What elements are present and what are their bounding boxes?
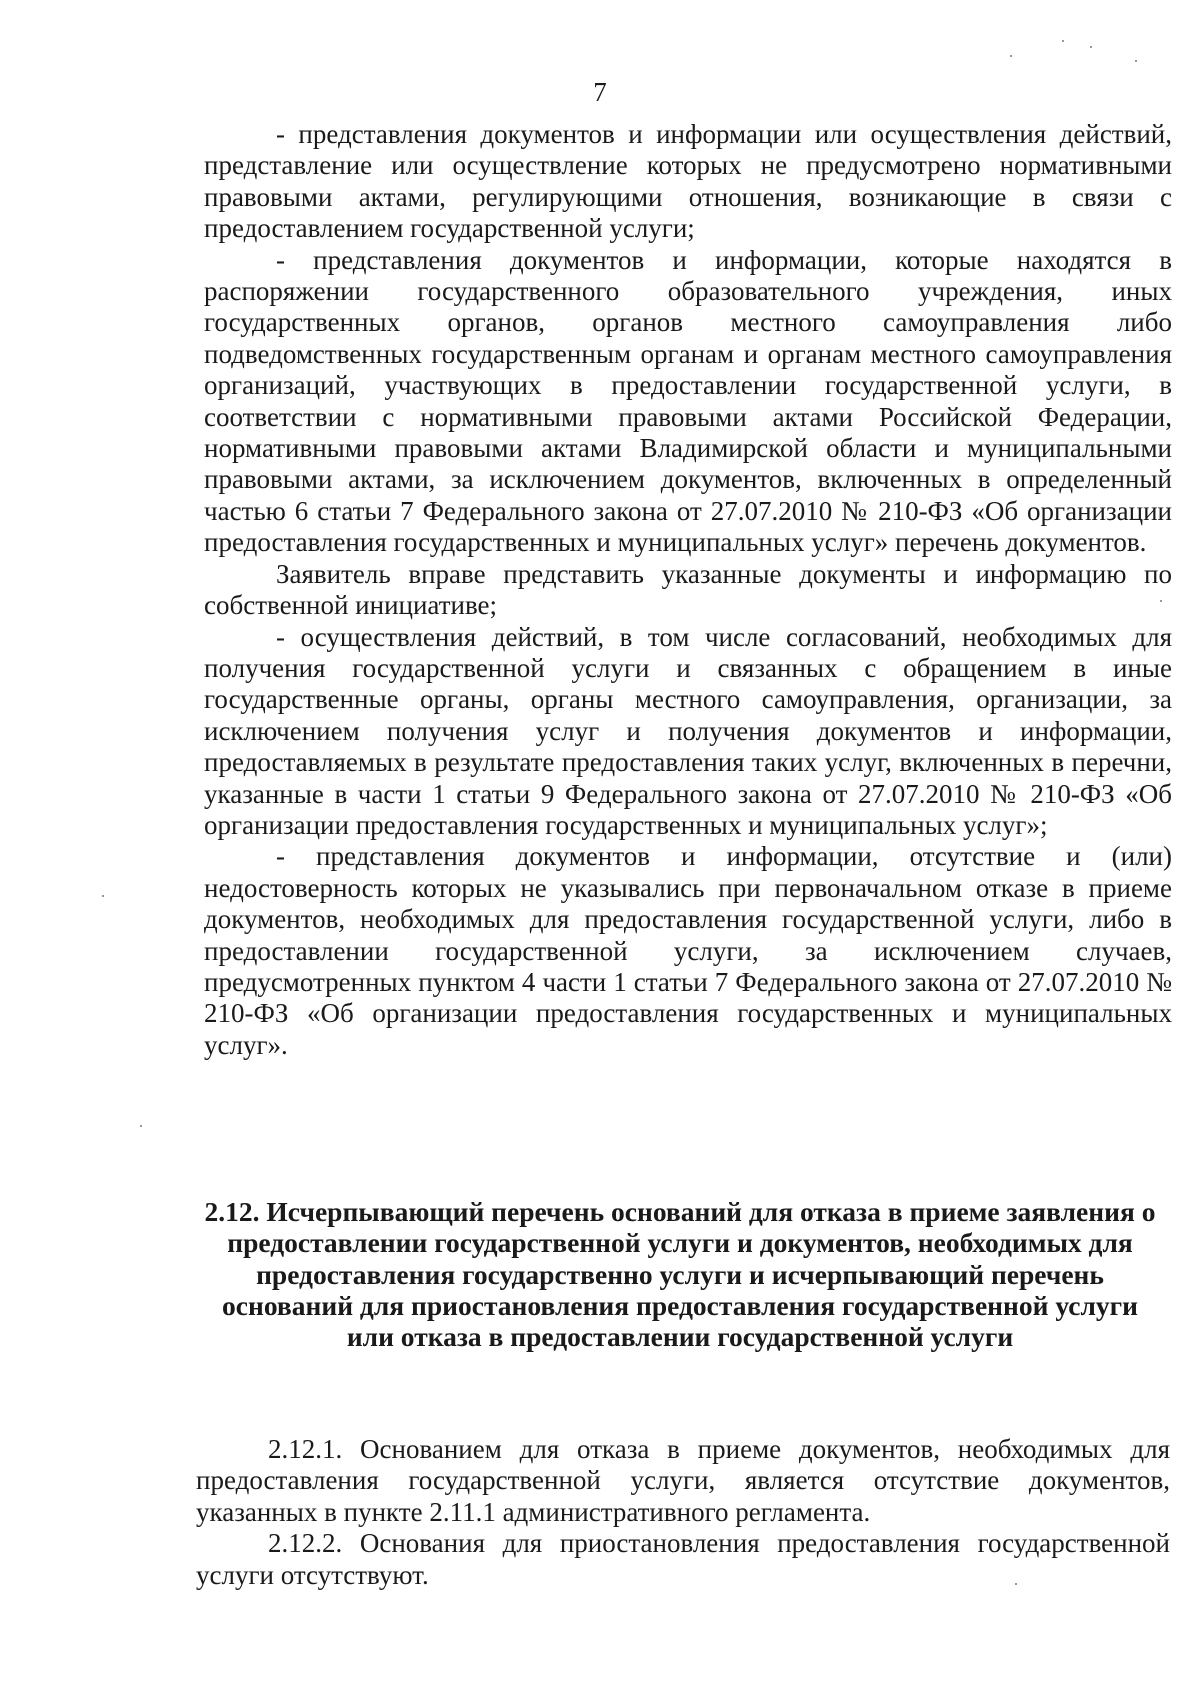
scan-speck — [1062, 40, 1064, 42]
scan-speck — [1135, 60, 1137, 62]
paragraph: 2.12.1. Основанием для отказа в приеме документов, необходимых для предоставления государственной услуги, является отсутствие документов, указанных в пункте 2.11.1 административного регламента. — [196, 1434, 1170, 1527]
paragraph: 2.12.2. Основания для приостановления предоставления государственной услуги отсутствуют. — [196, 1528, 1170, 1590]
paragraph: Заявитель вправе представить указанные документы и информацию по собственной инициативе; — [204, 558, 1172, 621]
page-number: 7 — [593, 77, 607, 107]
paragraph: - представления документов и информации, которые находятся в распоряжении государственного образовательного учреждения, иных государственных органов, органов местного самоуправления либо подведомственных государственным органам и органам местного самоуправления организаций, участвующих в предоставлении государственной услуги, в соответствии с нормативными правовыми актами Российской Федерации, нормативными правовыми актами Владимирской области и муниципальными правовыми актами, за исключением документов, включенных в определенный частью 6 статьи 7 Федерального закона от 27.07.2010 № 210-ФЗ «Об организации предоставления государственных и муниципальных услуг» перечень документов. — [204, 244, 1172, 558]
section-heading: 2.12. Исчерпывающий перечень оснований для отказа в приеме заявления о предоставлении государственной услуги и документов, необходимых для предоставления государственно услуги и исчерпывающий перечень оснований для приостановления предоставления государственной услуги или отказа в предоставлении государственной услуги — [204, 1196, 1156, 1353]
scan-speck — [1090, 46, 1092, 48]
body-text-bottom — [196, 1434, 1170, 1591]
paragraph: - осуществления действий, в том числе согласований, необходимых для получения государственной услуги и связанных с обращением в иные государственные органы, органы местного самоуправления, организации, за исключением получения услуг и получения документов и информации, предоставляемых в результате предоставления таких услуг, включенных в перечни, указанные в части 1 статьи 9 Федерального закона от 27.07.2010 № 210-ФЗ «Об организации предоставления государственных и муниципальных услуг»; — [204, 621, 1172, 840]
scan-speck — [102, 895, 104, 897]
scan-speck — [140, 1125, 142, 1127]
scan-speck — [1010, 55, 1012, 57]
paragraph: - представления документов и информации или осуществления действий, представление или осуществление которых не предусмотрено нормативными правовыми актами, регулирующими отношения, возникающие в связи с предоставлением государственной услуги; — [204, 119, 1172, 244]
body-text-top — [204, 119, 1172, 1061]
paragraph: - представления документов и информации, отсутствие и (или) недостоверность которых не указывались при первоначальном отказе в приеме документов, необходимых для предоставления государственной услуги, либо в предоставлении государственной услуги, за исключением случаев, предусмотренных пунктом 4 части 1 статьи 7 Федерального закона от 27.07.2010 № 210-ФЗ «Об организации предоставления государственных и муниципальных услуг». — [204, 841, 1172, 1060]
